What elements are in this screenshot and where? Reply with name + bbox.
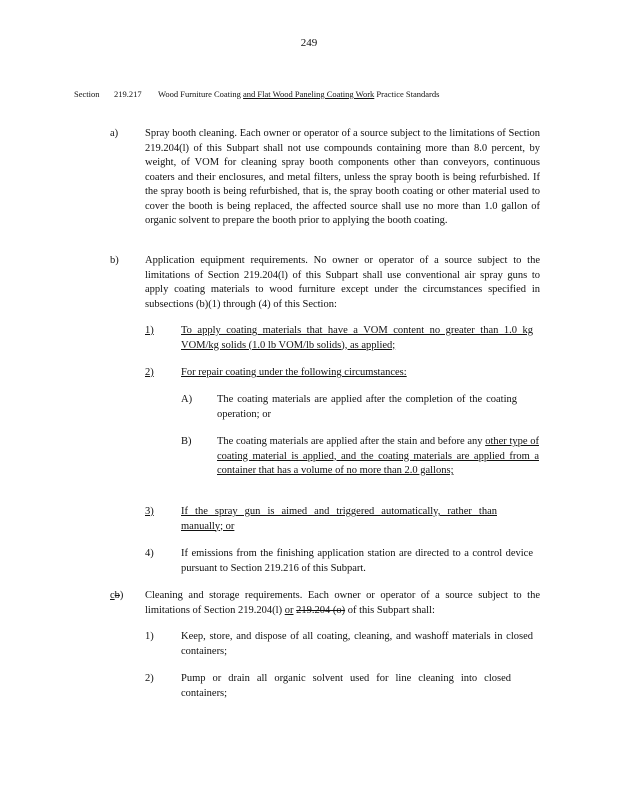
paragraph-label: a) bbox=[110, 128, 119, 139]
section-title-tail: Practice Standards bbox=[376, 89, 440, 99]
paragraph-label: 2) bbox=[145, 673, 154, 684]
inserted-text: or bbox=[284, 604, 294, 616]
paragraph-label: 2) bbox=[145, 367, 154, 378]
paragraph-text: Keep, store, and dispose of all coating, cleaning, and washoff materials in closed containers; bbox=[181, 631, 533, 657]
section-title bbox=[158, 89, 538, 100]
paragraph-label: 1) bbox=[145, 631, 154, 642]
paragraph-text: Application equipment requirements. No owner or operator of a source subject to the limitations of Section 219.204(l) of this Subpart shall use conventional air spray guns to apply coating materials to wood furniture except under the circumstances specified in subsections (b)(1) through (4) of this Section: bbox=[145, 255, 540, 310]
paragraph-label: cb) bbox=[110, 590, 124, 601]
section-label: Section bbox=[74, 89, 100, 99]
paragraph-label: b) bbox=[110, 255, 119, 266]
deleted-text: 219.204 (o) bbox=[296, 604, 346, 616]
paragraph-text-plain: The coating materials are applied after the stain and before any bbox=[217, 436, 483, 447]
paragraph-text: Pump or drain all organic solvent used for line cleaning into closed containers; bbox=[181, 673, 511, 699]
page-number: 249 bbox=[300, 37, 318, 49]
paragraph-text: The coating materials are applied after the completion of the coating operation; or bbox=[217, 394, 517, 420]
paragraph-text bbox=[217, 435, 539, 479]
paragraph-text: To apply coating materials that have a VOM content no greater than 1.0 kg VOM/kg solids (1.0 lb VOM/lb solids), as applied; bbox=[181, 325, 533, 351]
paragraph-label: A) bbox=[181, 394, 193, 405]
paragraph-text: Spray booth cleaning. Each owner or operator of a source subject to the limitations of Section 219.204(l) of this Subpart shall not use compounds containing more than 8.0 percent, by weight, of VOM for cleaning spray booth components other than conveyors, continuous coaters and their enclosures, and metal filters, unless the spray booth is being refurbished. If the spray booth is being refurbished, that is, the spray booth coating or other material used to cover the booth is being replaced, the affected source shall use no more than 1.0 gallon of organic solvent to prepare the booth prior to applying the booth coating. bbox=[145, 128, 540, 226]
paragraph-label: 4) bbox=[145, 548, 154, 559]
paragraph-label: B) bbox=[181, 436, 192, 447]
paragraph-label: 3) bbox=[145, 506, 154, 517]
section-title-underlined: and Flat Wood Paneling Coating Work bbox=[243, 89, 375, 99]
paragraph-text: If emissions from the finishing application station are directed to a control device pursuant to Section 219.216 of this Subpart. bbox=[181, 548, 533, 574]
paragraph-text: Cleaning and storage requirements. Each owner or operator of a source subject to the limitations of Section 219.204(l) or 219.204 (o) of this Subpart shall: bbox=[145, 590, 540, 616]
paragraph-text: If the spray gun is aimed and triggered automatically, rather than manually; or bbox=[181, 506, 497, 532]
paragraph-text-inserted: other type of coating material is applied, and the coating materials are applied from a container that has a volume of no more than 2.0 gallons; bbox=[217, 436, 539, 476]
section-title-plain: Wood Furniture Coating bbox=[158, 89, 241, 99]
paragraph-text: For repair coating under the following circumstances: bbox=[181, 367, 407, 378]
section-number: 219.217 bbox=[114, 89, 142, 99]
paragraph-label: 1) bbox=[145, 325, 154, 336]
